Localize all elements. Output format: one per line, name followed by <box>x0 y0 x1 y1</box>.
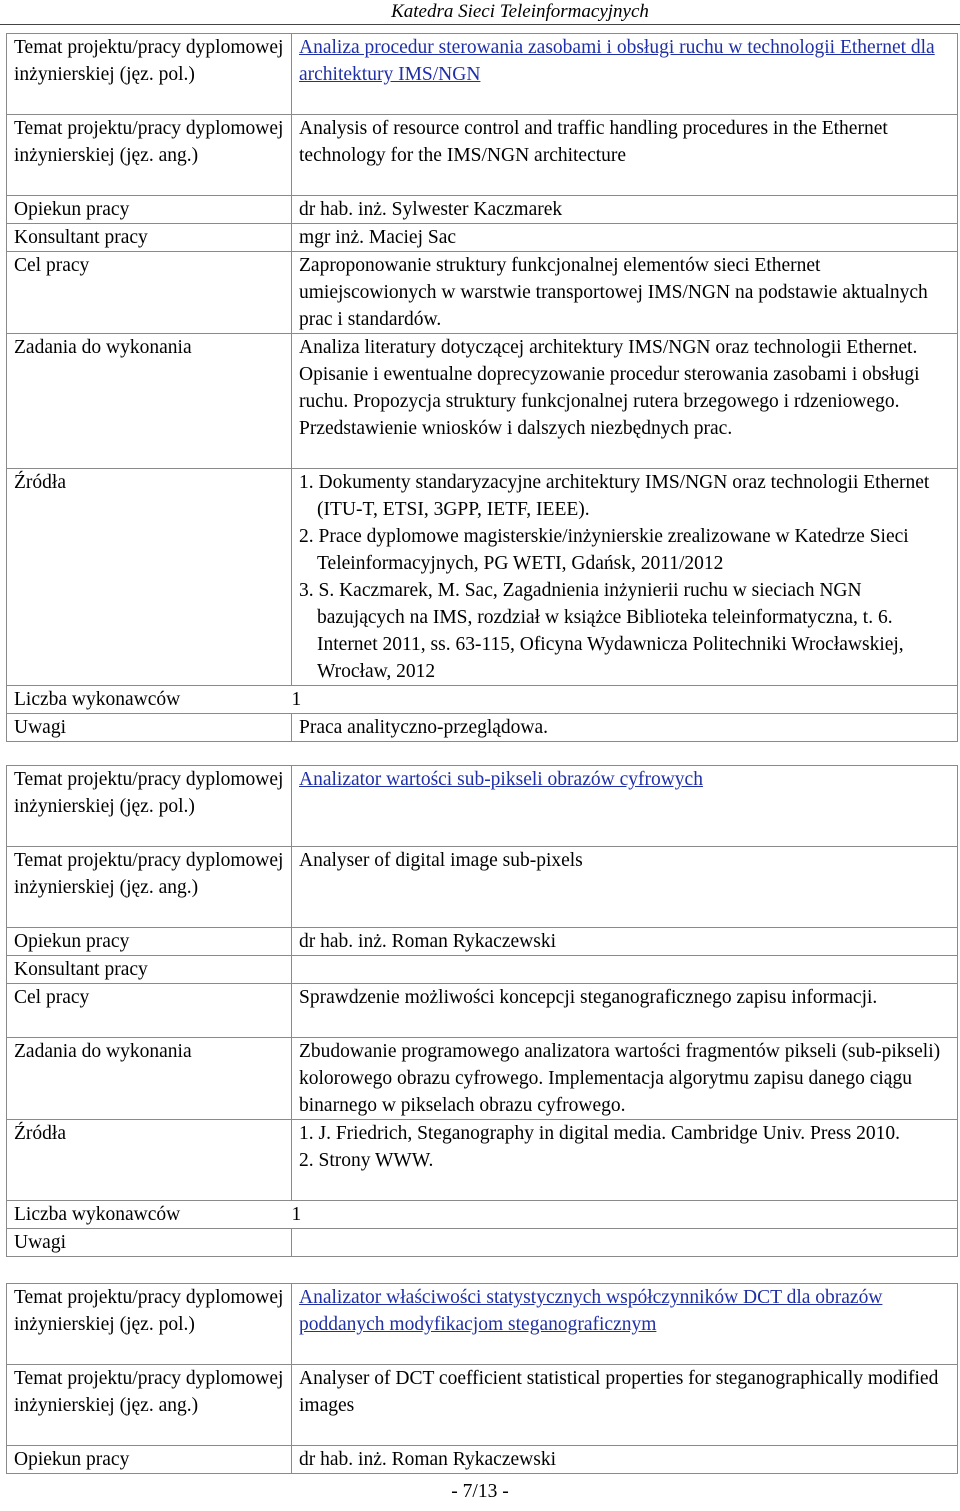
label-count: Liczba wykonawców <box>7 1201 292 1229</box>
value-topic-en: Analyser of DCT coefficient statistical properties for steganographically modified images <box>292 1365 958 1446</box>
row-sources <box>7 469 958 686</box>
value-goal: Zaproponowanie struktury funkcjonalnej elementów sieci Ethernet umiejscowionych w warstwie transportowej IMS/NGN na podstawie aktualnych prac i standardów. <box>292 252 958 334</box>
value-tasks: Analiza literatury dotyczącej architektury IMS/NGN oraz technologii Ethernet. Opisanie i ewentualne doprecyzowanie procedur sterowania zasobami i obsługi ruchu. Propozycja struktury funkcjonalnej rutera brzegowego i rdzeniowego. Przedstawienie wniosków i dalszych niezbędnych prac. <box>292 334 958 469</box>
row-supervisor <box>7 196 958 224</box>
source-item: 2. Strony WWW. <box>299 1150 434 1171</box>
value-consultant: mgr inż. Maciej Sac <box>292 224 958 252</box>
project-table-3 <box>6 1283 958 1474</box>
row-consultant <box>7 956 958 984</box>
label-topic-pl: Temat projektu/pracy dyplomowej inżynierskiej (jęz. pol.) <box>7 766 292 847</box>
row-topic-en <box>7 115 958 196</box>
row-sources <box>7 1120 958 1201</box>
row-topic-pl <box>7 1284 958 1365</box>
label-notes: Uwagi <box>7 714 292 742</box>
label-topic-pl: Temat projektu/pracy dyplomowej inżynierskiej (jęz. pol.) <box>7 1284 292 1365</box>
project-table-1 <box>6 33 958 742</box>
label-supervisor: Opiekun pracy <box>7 1446 292 1474</box>
row-notes <box>7 714 958 742</box>
label-tasks: Zadania do wykonania <box>7 1038 292 1120</box>
row-topic-pl <box>7 766 958 847</box>
label-consultant: Konsultant pracy <box>7 224 292 252</box>
row-notes <box>7 1229 958 1257</box>
value-topic-en: Analysis of resource control and traffic handling procedures in the Ethernet technology for the IMS/NGN architecture <box>292 115 958 196</box>
label-goal: Cel pracy <box>7 252 292 334</box>
project-table-2 <box>6 765 958 1257</box>
source-item: 3. S. Kaczmarek, M. Sac, Zagadnienia inżynierii ruchu w sieciach NGN bazujących na IMS, rozdział w książce Biblioteka teleinformatyczna, t. 6. Internet 2011, ss. 63-115, Oficyna Wydawnicza Politechniki Wrocławskiej, Wrocław, 2012 <box>299 580 904 682</box>
label-topic-pl: Temat projektu/pracy dyplomowej inżynierskiej (jęz. pol.) <box>7 34 292 115</box>
value-goal: Sprawdzenie możliwości koncepcji steganograficznego zapisu informacji. <box>292 984 958 1038</box>
row-consultant <box>7 224 958 252</box>
row-topic-en <box>7 1365 958 1446</box>
page-header <box>0 0 960 25</box>
value-sources <box>292 469 958 686</box>
row-goal <box>7 984 958 1038</box>
label-sources: Źródła <box>7 469 292 686</box>
value-topic-pl[interactable]: Analizator wartości sub-pikseli obrazów cyfrowych <box>292 766 958 847</box>
row-tasks <box>7 334 958 469</box>
label-count: Liczba wykonawców <box>7 686 292 714</box>
label-sources: Źródła <box>7 1120 292 1201</box>
row-goal <box>7 252 958 334</box>
page-number: - 7/13 - <box>451 1481 509 1502</box>
source-item: 1. J. Friedrich, Steganography in digital media. Cambridge Univ. Press 2010. <box>299 1123 900 1144</box>
label-topic-en: Temat projektu/pracy dyplomowej inżynierskiej (jęz. ang.) <box>7 1365 292 1446</box>
label-topic-en: Temat projektu/pracy dyplomowej inżynierskiej (jęz. ang.) <box>7 115 292 196</box>
value-topic-en: Analyser of digital image sub-pixels <box>292 847 958 928</box>
value-count: 1 <box>292 1201 958 1229</box>
row-supervisor <box>7 928 958 956</box>
value-topic-pl[interactable]: Analizator właściwości statystycznych współczynników DCT dla obrazów poddanych modyfikacjom steganograficznym <box>292 1284 958 1365</box>
value-consultant <box>292 956 958 984</box>
row-tasks <box>7 1038 958 1120</box>
row-topic-pl <box>7 34 958 115</box>
label-topic-en: Temat projektu/pracy dyplomowej inżynierskiej (jęz. ang.) <box>7 847 292 928</box>
label-notes: Uwagi <box>7 1229 292 1257</box>
label-supervisor: Opiekun pracy <box>7 928 292 956</box>
value-count: 1 <box>292 686 958 714</box>
label-tasks: Zadania do wykonania <box>7 334 292 469</box>
row-topic-en <box>7 847 958 928</box>
value-topic-pl[interactable]: Analiza procedur sterowania zasobami i obsługi ruchu w technologii Ethernet dla architektury IMS/NGN <box>292 34 958 115</box>
department-name: Katedra Sieci Teleinformacyjnych <box>391 1 649 22</box>
value-sources <box>292 1120 958 1201</box>
row-supervisor <box>7 1446 958 1474</box>
value-supervisor: dr hab. inż. Sylwester Kaczmarek <box>292 196 958 224</box>
label-consultant: Konsultant pracy <box>7 956 292 984</box>
value-notes: Praca analityczno-przeglądowa. <box>292 714 958 742</box>
value-supervisor: dr hab. inż. Roman Rykaczewski <box>292 928 958 956</box>
row-count <box>7 686 958 714</box>
source-item: 1. Dokumenty standaryzacyjne architektury IMS/NGN oraz technologii Ethernet (ITU-T, ETSI, 3GPP, IETF, IEEE). <box>299 472 930 520</box>
row-count <box>7 1201 958 1229</box>
source-item: 2. Prace dyplomowe magisterskie/inżynierskie zrealizowane w Katedrze Sieci Teleinformacyjnych, PG WETI, Gdańsk, 2011/2012 <box>299 526 909 574</box>
label-goal: Cel pracy <box>7 984 292 1038</box>
value-notes <box>292 1229 958 1257</box>
label-supervisor: Opiekun pracy <box>7 196 292 224</box>
value-supervisor: dr hab. inż. Roman Rykaczewski <box>292 1446 958 1474</box>
value-tasks: Zbudowanie programowego analizatora wartości fragmentów pikseli (sub-pikseli) kolorowego obrazu cyfrowego. Implementacja algorytmu zapisu danego ciągu binarnego w pikselach obrazu cyfrowego. <box>292 1038 958 1120</box>
